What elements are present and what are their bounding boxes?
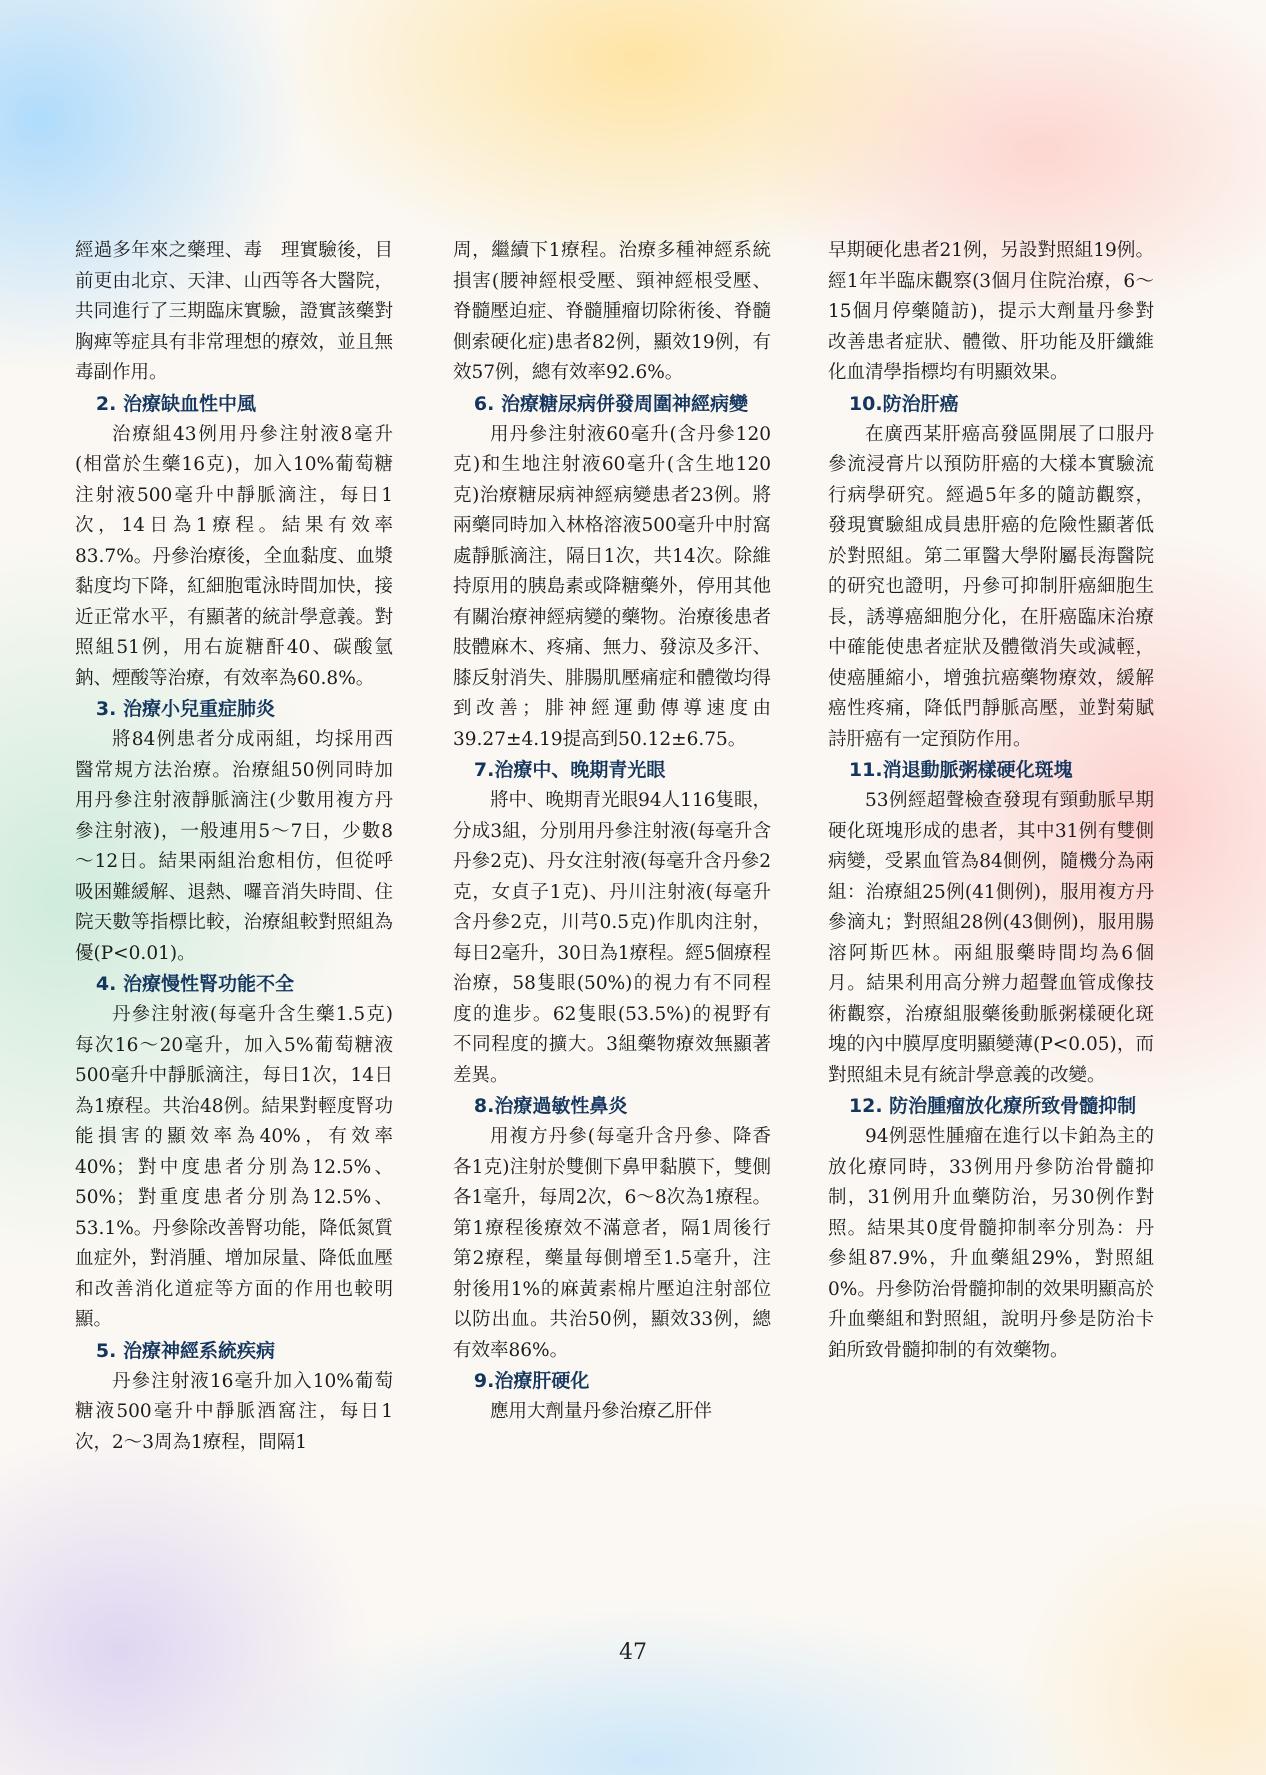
paragraph: 周，繼續下1療程。治療多種神經系統損害(腰神經根受壓、頸神經根受壓、脊髓壓迫症、脊髓腫瘤切除術後、脊髓側索硬化症)患者82例，顯效19例，有效57例，總有效率92.6%。 bbox=[453, 240, 771, 383]
paragraph: 丹參注射液16毫升加入10%葡萄糖液500毫升中靜脈酒窩注，每日1次，2～3周為1療程，間隔1 bbox=[75, 1370, 393, 1453]
paragraph: 用丹參注射液60毫升(含丹參120克)和生地注射液60毫升(含生地120克)治療糖尿病神經病變患者23例。將兩藥同時加入林格溶液500毫升中肘窩處靜脈滴注，隔日1次，共14次。除維持原用的胰島素或降糖藥外，停用其他有關治療神經病變的藥物。治療後患者肢體麻木、疼痛、無力、發涼及多汗、膝反射消失、腓腸肌壓痛症和體徵均得到改善；腓神經運動傳導速度由39.27±4.19提高到50.12±6.75。 bbox=[453, 423, 771, 750]
page-number: 47 bbox=[619, 1640, 647, 1665]
section-heading-10: 10.防治肝癌 bbox=[848, 392, 959, 415]
section-heading-11: 11.消退動脈粥樣硬化斑塊 bbox=[848, 759, 1073, 781]
text-column-middle bbox=[453, 236, 771, 1428]
section-heading-5: 5. 治療神經系統疾病 bbox=[95, 1339, 275, 1362]
paragraph: 治療組43例用丹參注射液8毫升(相當於生藥16克)，加入10%葡萄糖注射液500毫升中靜脈滴注，每日1次，14日為1療程。結果有效率83.7%。丹參治療後，全血黏度、血漿黏度均下降，紅細胞電泳時間加快，接近正常水平，有顯著的統計學意義。對照組51例，用右旋糖酐40、碳酸氫鈉、煙酸等治療，有效率為60.8%。 bbox=[75, 423, 393, 689]
text-column-left bbox=[75, 236, 393, 1458]
section-heading-3: 3. 治療小兒重症肺炎 bbox=[95, 698, 275, 720]
section-heading-12: 12. 防治腫瘤放化療所致骨髓抑制 bbox=[848, 1095, 1137, 1117]
text-column-right bbox=[828, 236, 1154, 1366]
section-heading-4: 4. 治療慢性腎功能不全 bbox=[95, 973, 294, 995]
paragraph: 94例惡性腫瘤在進行以卡鉑為主的放化療同時，33例用丹參防治骨髓抑制，31例用升血藥防治，另30例作對照。結果其0度骨髓抑制率分別為：丹參組87.9%，升血藥組29%，對照組0%。丹參防治骨髓抑制的效果明顯高於升血藥組和對照組，說明丹參是防治卡鉑所致骨髓抑制的有效藥物。 bbox=[828, 1126, 1154, 1361]
section-heading-6: 6. 治療糖尿病併發周圍神經病變 bbox=[473, 392, 748, 415]
paragraph: 應用大劑量丹參治療乙肝伴 bbox=[490, 1401, 713, 1422]
paragraph: 將中、晚期青光眼94人116隻眼，分成3組，分別用丹參注射液(每毫升含丹參2克)、丹女注射液(每毫升含丹參2克，女貞子1克)、丹川注射液(每毫升含丹參2克，川芎0.5克)作肌肉注射，每日2毫升，30日為1療程。經5個療程治療，58隻眼(50%)的視力有不同程度的進步。62隻眼(53.5%)的視野有不同程度的擴大。3組藥物療效無顯著差異。 bbox=[453, 790, 771, 1086]
paragraph: 53例經超聲檢查發現有頸動脈早期硬化斑塊形成的患者，其中31例有雙側病變，受累血管為84側例，隨機分為兩組：治療組25例(41側例)，服用複方丹參滴丸；對照組28例(43側例)，服用腸溶阿斯匹林。兩組服藥時間均為6個月。結果利用高分辨力超聲血管成像技術觀察，治療組服藥後動脈粥樣硬化斑塊的內中膜厚度明顯變薄(P<0.05)，而對照組未見有統計學意義的改變。 bbox=[828, 790, 1154, 1086]
section-heading-2: 2. 治療缺血性中風 bbox=[95, 392, 256, 415]
paragraph: 用複方丹參(每毫升含丹參、降香各1克)注射於雙側下鼻甲黏膜下，雙側各1毫升，每周2次，6～8次為1療程。第1療程後療效不滿意者，隔1周後行第2療程，藥量每側增至1.5毫升，注射後用1%的麻黃素棉片壓迫注射部位以防出血。共治50例，顯效33例，總有效率86%。 bbox=[453, 1126, 771, 1361]
paragraph: 經過多年來之藥理、毒 理實驗後，目前更由北京、天津、山西等各大醫院，共同進行了三期臨床實驗，證實該藥對胸痺等症具有非常理想的療效，並且無毒副作用。 bbox=[75, 240, 393, 383]
paragraph: 丹參注射液(每毫升含生藥1.5克)每次16～20毫升，加入5%葡萄糖液500毫升中靜脈滴注，每日1次，14日為1療程。共治48例。結果對輕度腎功能損害的顯效率為40%，有效率40%；對中度患者分別為12.5%、50%；對重度患者分別為12.5%、53.1%。丹參除改善腎功能，降低氮質血症外，對消腫、增加尿量、降低血壓和改善消化道症等方面的作用也較明顯。 bbox=[75, 1004, 393, 1330]
section-heading-7: 7.治療中、晚期青光眼 bbox=[473, 759, 666, 781]
section-heading-9: 9.治療肝硬化 bbox=[473, 1370, 590, 1392]
paragraph: 在廣西某肝癌高發區開展了口服丹參流浸膏片以預防肝癌的大樣本實驗流行病學研究。經過5年多的隨訪觀察，發現實驗組成員患肝癌的危險性顯著低於對照組。第二軍醫大學附屬長海醫院的研究也證明，丹參可抑制肝癌細胞生長，誘導癌細胞分化，在肝癌臨床治療中確能使患者症狀及體徵消失或減輕，使癌腫縮小，增強抗癌藥物療效，緩解癌性疼痛，降低門靜脈高壓，並對菊賦詩肝癌有一定預防作用。 bbox=[828, 423, 1154, 750]
paragraph: 將84例患者分成兩組，均採用西醫常規方法治療。治療組50例同時加用丹參注射液靜脈滴注(少數用複方丹參注射液)，一般連用5～7日，少數8～12日。結果兩組治愈相仿，但從呼吸困難緩解、退熱、囉音消失時間、住院天數等指標比較，治療組較對照組為優(P<0.01)。 bbox=[75, 729, 393, 964]
section-heading-8: 8.治療過敏性鼻炎 bbox=[473, 1095, 628, 1117]
paragraph: 早期硬化患者21例，另設對照組19例。經1年半臨床觀察(3個月住院治療，6～15個月停藥隨訪)，提示大劑量丹參對改善患者症狀、體徵、肝功能及肝纖維化血清學指標均有明顯效果。 bbox=[828, 240, 1154, 383]
